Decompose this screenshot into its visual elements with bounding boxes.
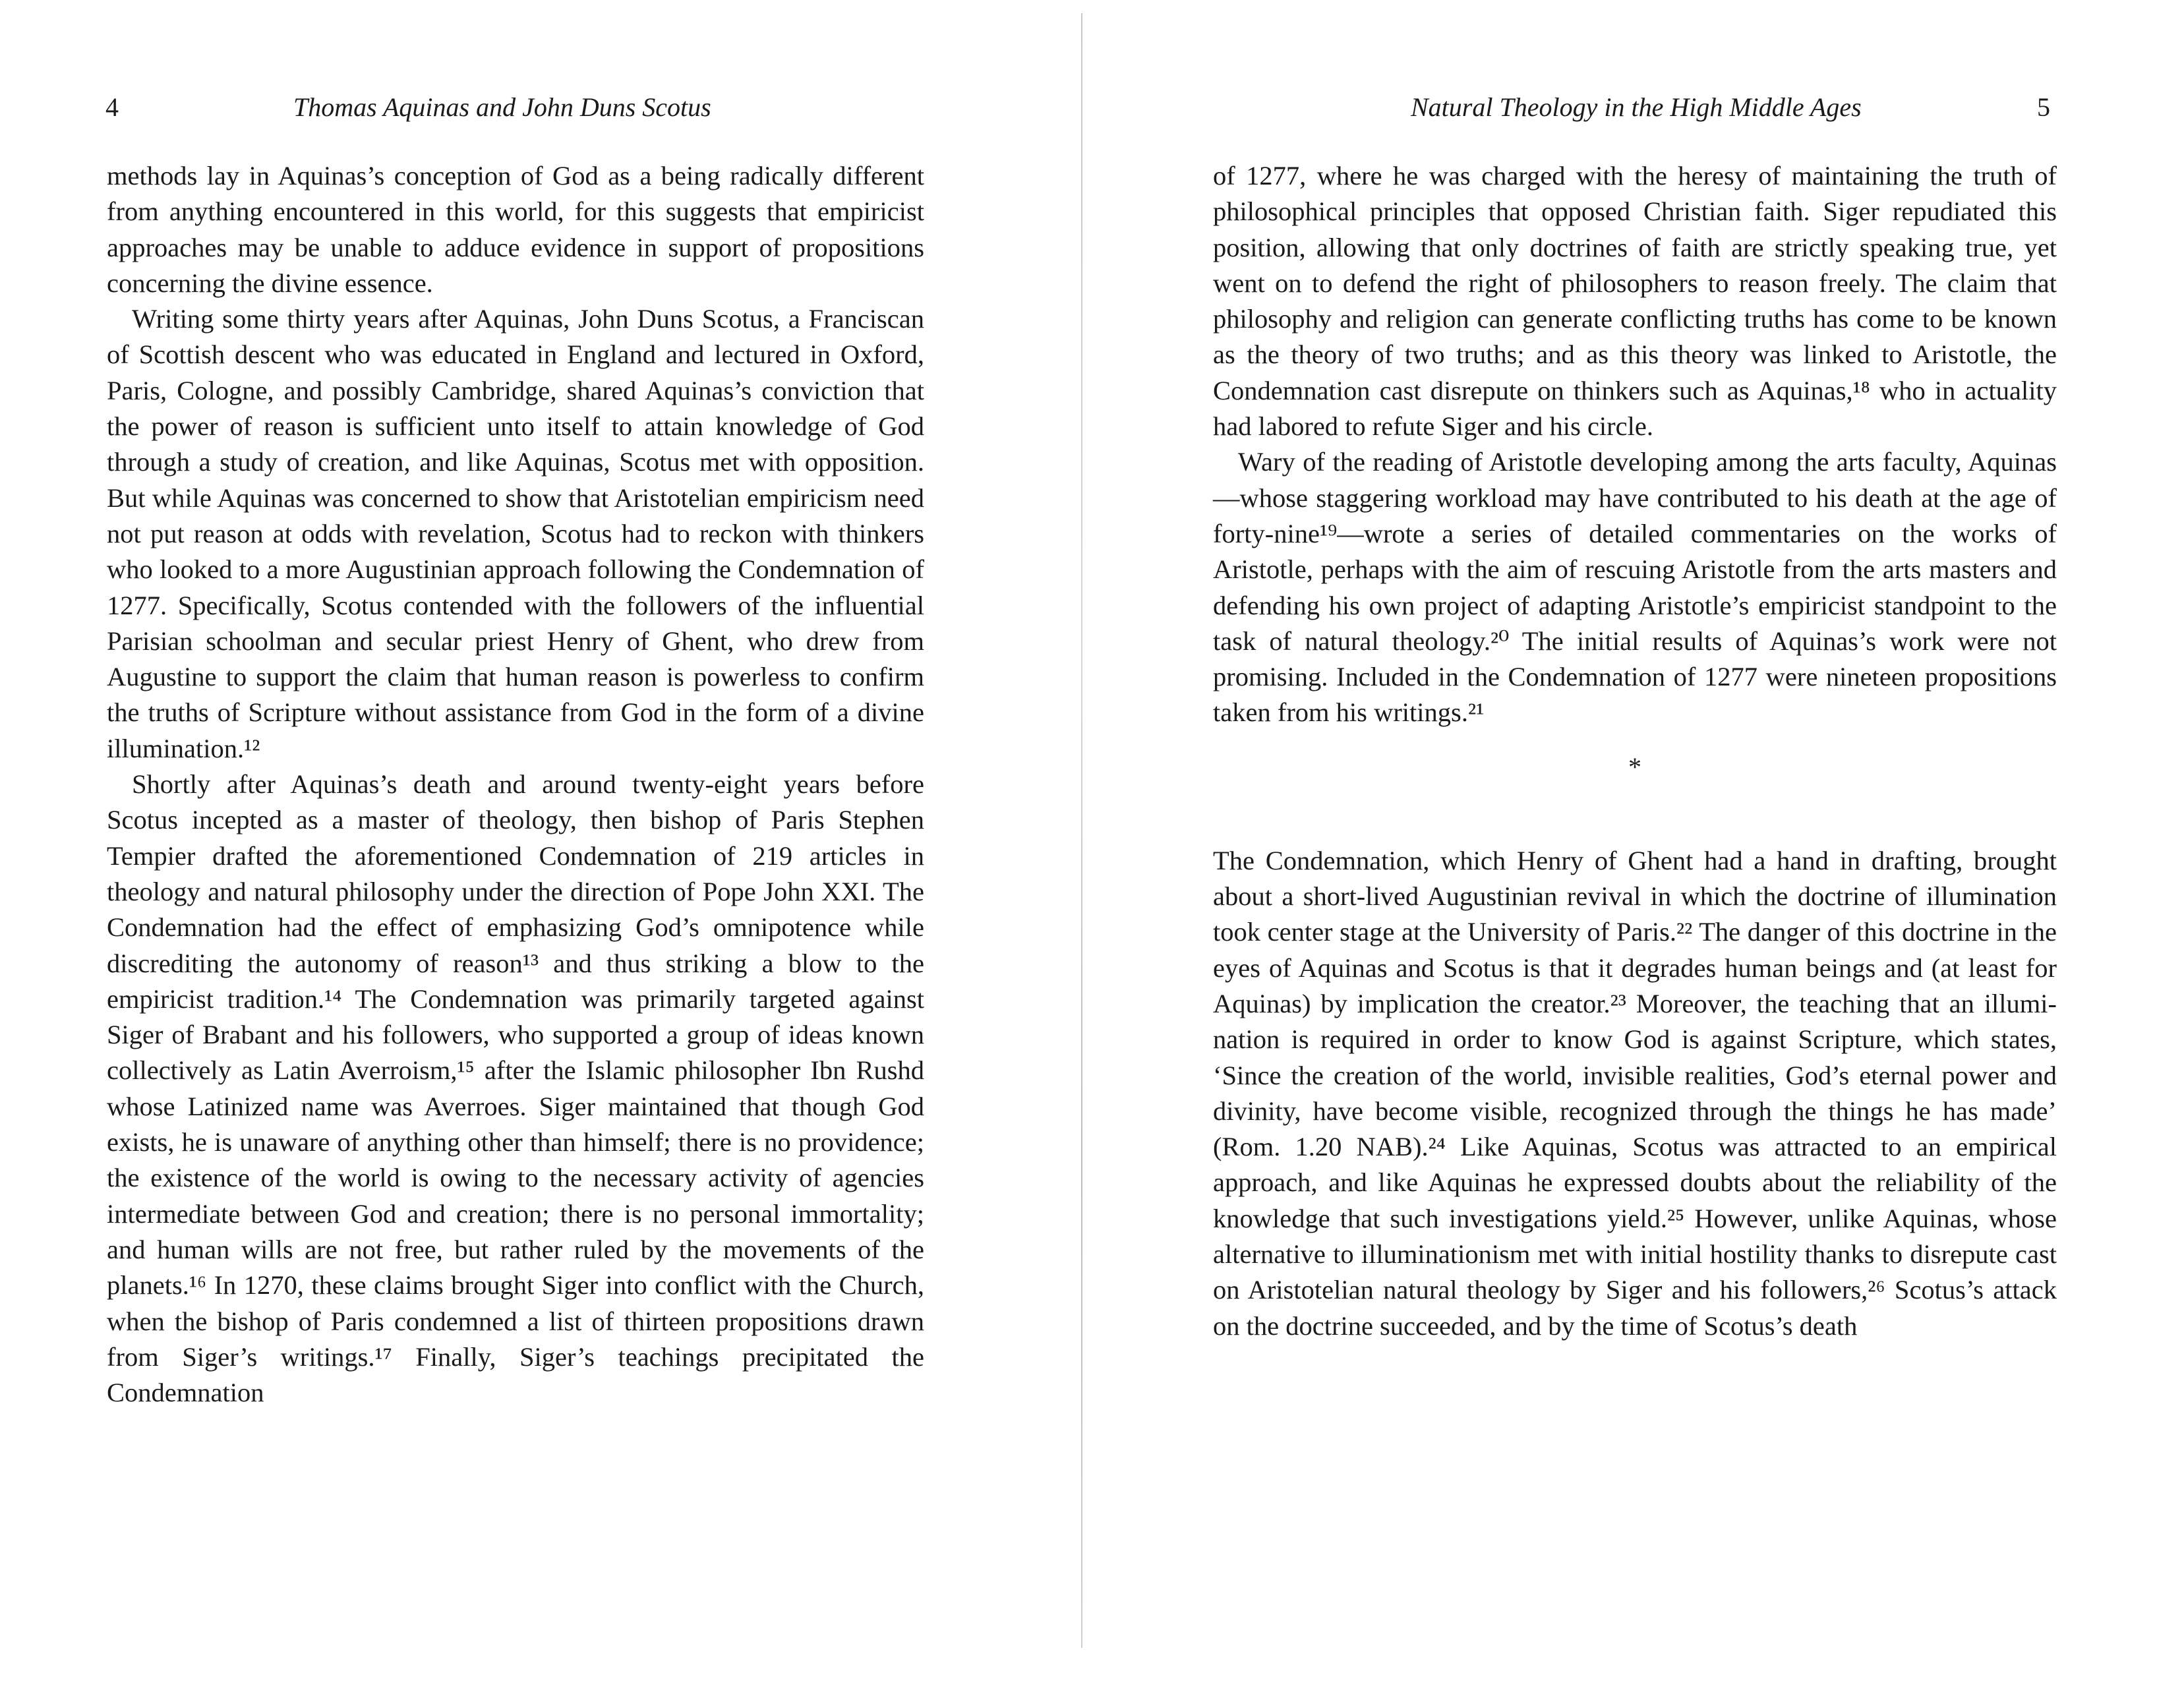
left-running-title: Thomas Aquinas and John Duns Scotus [293, 92, 711, 122]
right-running-head [1213, 84, 2050, 131]
book-gutter [1081, 13, 1082, 1648]
paragraph: The Condemnation, which Henry of Ghent had a hand in drafting, brought about a short-lived Augustinian revival in which the doctrine of illumination took center stage at the University of Paris.²² The danger of this doctrine in the eyes of Aquinas and Scotus is that it degrades human beings and (at least for Aquinas) by implication the creator.²³ Moreover, the teaching that an illumination is required in order to know God is against Scripture, which states, ‘Since the creation of the world, invisible realities, God’s eternal power and divinity, have become visible, recognized through the things he has made’ (Rom. 1.20 NAB).²⁴ Like Aquinas, Scotus was attracted to an empirical approach, and like Aquinas he expressed doubts about the reliability of the knowledge that such investigations yield.²⁵ However, unlike Aquinas, whose alternative to illuminationism met with initial hostility thanks to disrepute cast on Aristotelian natural theology by Siger and his followers,²⁶ Scotus’s attack on the doctrine succeeded, and by the time of Scotus’s death [1213, 845, 2057, 1341]
paragraph: Writing some thirty years after Aquinas, John Duns Scotus, a Franciscan of Scottish descent who was educated in England and lectured in Oxford, Paris, Cologne, and possibly Cambridge, shared Aquinas’s conviction that the power of reason is sufficient unto itself to attain knowledge of God through a study of creation, and like Aquinas, Scotus met with opposition. But while Aquinas was concerned to show that Aristotelian empiricism need not put reason at odds with revelation, Scotus had to reckon with thinkers who looked to a more Augustinian approach following the Condemnation of 1277. Specifically, Scotus contended with the followers of the influential Parisian schoolman and secular priest Henry of Ghent, who drew from Augustine to support the claim that human reason is powerless to confirm the truths of Scripture without assistance from God in the form of a divine illumination.¹² [107, 304, 924, 763]
paragraph: of 1277, where he was charged with the heresy of maintaining the truth of philosophical principles that opposed Christian faith. Siger repudiated this position, allowing that only doctrines of faith are strictly speaking true, yet went on to defend the right of philosophers to reason freely. The claim that philosophy and religion can generate conflicting truths has come to be known as the theory of two truths; and as this theory was linked to Aristotle, the Condemnation cast disrepute on thinkers such as Aquinas,¹⁸ who in actuality had labored to refute Siger and his circle. [1213, 161, 2057, 442]
paragraph: Shortly after Aquinas’s death and around twenty-eight years before Scotus incepted as a master of theology, then bishop of Paris Stephen Tempier drafted the aforementioned Condemnation of 219 articles in theology and natural philosophy under the direction of Pope John XXI. The Condemnation had the effect of emphasizing God’s omnipotence while discrediting the autonomy of reason¹³ and thus striking a blow to the empiricist tradition.¹⁴ The Condemnation was primarily targeted against Siger of Brabant and his followers, who supported a group of ideas known collectively as Latin Averroism,¹⁵ after the Islamic philosopher Ibn Rushd whose Latinized name was Averroes. Siger maintained that though God exists, he is unaware of anything other than himself; there is no providence; the existence of the world is owing to the necessary activity of agencies intermediate between God and creation; there is no personal immortality; and human wills are not free, but rather ruled by the movements of the planets.¹⁶ In 1270, these claims brought Siger into conflict with the Church, when the bishop of Paris condemned a list of thirteen propositions drawn from Siger’s writings.¹⁷ Finally, Siger’s teachings precipitated the Condemnation [107, 769, 924, 1408]
paragraph: Wary of the reading of Aristotle developing among the arts faculty, Aquinas—whose staggering workload may have contributed to his death at the age of forty-nine¹⁹—wrote a series of detailed commentaries on the works of Aristotle, perhaps with the aim of rescuing Aristotle from the arts masters and defending his own project of adapting Aristotle’s empiricist standpoint to the task of natural theology.²⁰ The initial results of Aquinas’s work were not promising. Included in the Condemnation of 1277 were nineteen propositions taken from his writings.²¹ [1213, 447, 2057, 728]
right-page-number: 5 [2037, 92, 2050, 122]
right-body-text [1213, 158, 2057, 1344]
left-body-text [107, 158, 924, 1411]
paragraph: methods lay in Aquinas’s conception of God as a being radically different from anything encountered in this world, for this suggests that empiricist approaches may be unable to adduce evidence in support of propositions concerning the divine essence. [107, 161, 924, 298]
right-page [1094, 0, 2184, 1696]
left-running-head [105, 84, 926, 131]
section-break: * [1628, 751, 1641, 782]
right-running-title: Natural Theology in the High Middle Ages [1411, 92, 1862, 122]
left-page-number: 4 [105, 92, 119, 122]
left-page [0, 0, 1081, 1696]
